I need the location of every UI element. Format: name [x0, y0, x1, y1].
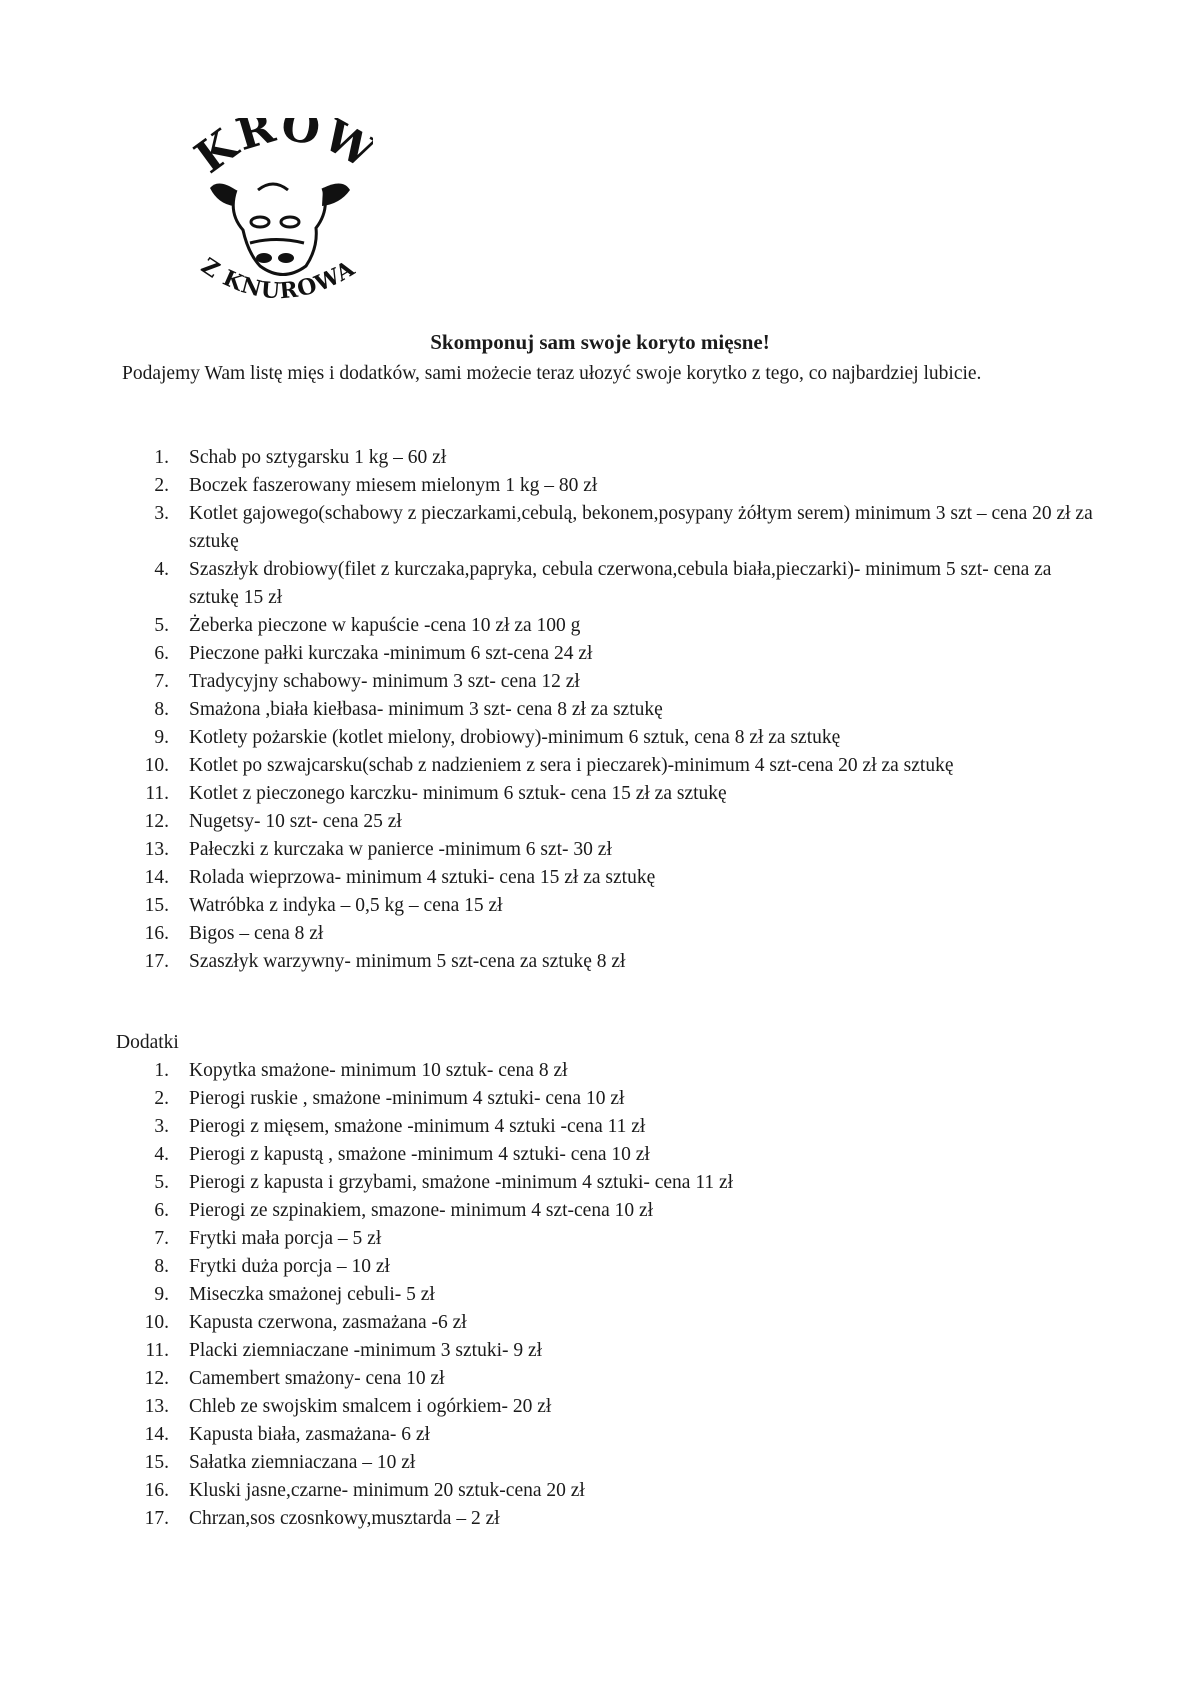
list-item-number: 6. [154, 643, 169, 664]
meat-list-item [116, 920, 1096, 948]
list-item-text: Pierogi ruskie , smażone -minimum 4 sztuki- cena 10 zł [189, 1088, 625, 1109]
list-item-number: 14. [144, 867, 169, 888]
intro-text: Podajemy Wam listę mięs i dodatków, sami możecie teraz ułozyć swoje korytko z tego, co najbardziej lubicie. [122, 363, 982, 384]
meat-list-item [116, 444, 1096, 472]
side-list-item [116, 1197, 1096, 1225]
list-item-text: Kapusta biała, zasmażana- 6 zł [189, 1424, 430, 1445]
list-item-number: 15. [144, 895, 169, 916]
list-item-number: 13. [144, 1396, 169, 1417]
side-list-item [116, 1085, 1096, 1113]
list-item-number: 6. [154, 1200, 169, 1221]
meat-list-item [116, 472, 1096, 500]
list-item-text: Kapusta czerwona, zasmażana -6 zł [189, 1312, 467, 1333]
list-item-text: Sałatka ziemniaczana – 10 zł [189, 1452, 416, 1473]
list-item-number: 5. [154, 615, 169, 636]
list-item-number: 4. [154, 1144, 169, 1165]
list-item-number: 1. [154, 1060, 169, 1081]
list-item-number: 16. [144, 923, 169, 944]
list-item-text: Pierogi ze szpinakiem, smazone- minimum 4 szt-cena 10 zł [189, 1200, 654, 1221]
meat-list-item [116, 892, 1096, 920]
meat-list-item [116, 864, 1096, 892]
list-item-text: Watróbka z indyka – 0,5 kg – cena 15 zł [189, 895, 503, 916]
list-item-text: Boczek faszerowany miesem mielonym 1 kg – 80 zł [189, 475, 598, 496]
meat-list-item [116, 836, 1096, 864]
sides-heading: Dodatki [116, 1032, 179, 1053]
list-item-number: 10. [144, 755, 169, 776]
list-item-text: Kotlet po szwajcarsku(schab z nadzieniem z sera i pieczarek)-minimum 4 szt-cena 20 zł za sztukę [189, 755, 954, 776]
meat-list-item [116, 640, 1096, 668]
side-list-item [116, 1477, 1096, 1505]
list-item-text: Tradycyjny schabowy- minimum 3 szt- cena 12 zł [189, 671, 580, 692]
list-item-number: 10. [144, 1312, 169, 1333]
list-item-text: Pałeczki z kurczaka w panierce -minimum 6 szt- 30 zł [189, 839, 612, 860]
svg-text:KROWA [188, 118, 373, 184]
svg-text:Z KNUROWA [196, 253, 360, 305]
list-item-text: Camembert smażony- cena 10 zł [189, 1368, 445, 1389]
list-item-number: 4. [154, 559, 169, 580]
list-item-number: 2. [154, 475, 169, 496]
meat-list-item [116, 724, 1096, 752]
list-item-text: Kotlet gajowego(schabowy z pieczarkami,cebulą, bekonem,posypany żółtym serem) minimum 3 szt – cena 20 zł za sztukę [189, 503, 1093, 552]
list-item-text: Chrzan,sos czosnkowy,musztarda – 2 zł [189, 1508, 500, 1529]
list-item-number: 3. [154, 503, 169, 524]
list-item-text: Smażona ,biała kiełbasa- minimum 3 szt- cena 8 zł za sztukę [189, 699, 663, 720]
list-item-text: Pierogi z kapusta i grzybami, smażone -minimum 4 sztuki- cena 11 zł [189, 1172, 734, 1193]
meat-list-item [116, 612, 1096, 640]
meat-list-item [116, 780, 1096, 808]
list-item-number: 1. [154, 447, 169, 468]
list-item-text: Pierogi z kapustą , smażone -minimum 4 sztuki- cena 10 zł [189, 1144, 650, 1165]
list-item-text: Frytki duża porcja – 10 zł [189, 1256, 390, 1277]
list-item-text: Kopytka smażone- minimum 10 sztuk- cena 8 zł [189, 1060, 568, 1081]
list-item-number: 2. [154, 1088, 169, 1109]
list-item-text: Pieczone pałki kurczaka -minimum 6 szt-cena 24 zł [189, 643, 593, 664]
list-item-text: Miseczka smażonej cebuli- 5 zł [189, 1284, 435, 1305]
list-item-number: 9. [154, 727, 169, 748]
side-list-item [116, 1113, 1096, 1141]
list-item-number: 16. [144, 1480, 169, 1501]
side-list-item [116, 1253, 1096, 1281]
list-item-number: 7. [154, 671, 169, 692]
side-list-item [116, 1281, 1096, 1309]
side-list-item [116, 1421, 1096, 1449]
meat-list-item [116, 668, 1096, 696]
list-item-text: Schab po sztygarsku 1 kg – 60 zł [189, 447, 447, 468]
side-list-item [116, 1309, 1096, 1337]
list-item-text: Kotlet z pieczonego karczku- minimum 6 sztuk- cena 15 zł za sztukę [189, 783, 727, 804]
side-list-item [116, 1505, 1096, 1533]
list-item-text: Pierogi z mięsem, smażone -minimum 4 sztuki -cena 11 zł [189, 1116, 646, 1137]
side-list-item [116, 1393, 1096, 1421]
list-item-text: Szaszłyk drobiowy(filet z kurczaka,papryka, cebula czerwona,cebula biała,pieczarki)- minimum 5 szt- cena za sztukę 15 zł [189, 559, 1052, 608]
meat-list-item [116, 500, 1096, 556]
meat-list-item [116, 808, 1096, 836]
meat-list-item [116, 948, 1096, 976]
meat-list-item [116, 752, 1096, 780]
list-item-number: 8. [154, 1256, 169, 1277]
list-item-text: Frytki mała porcja – 5 zł [189, 1228, 382, 1249]
side-list-item [116, 1169, 1096, 1197]
side-list-item [116, 1449, 1096, 1477]
sides-list [116, 1057, 1096, 1533]
list-item-text: Żeberka pieczone w kapuście -cena 10 zł za 100 g [189, 615, 581, 636]
list-item-number: 11. [145, 783, 169, 804]
list-item-text: Bigos – cena 8 zł [189, 923, 324, 944]
list-item-number: 14. [144, 1424, 169, 1445]
logo-bottom-text: Z KNUROWA [196, 252, 360, 305]
list-item-text: Chleb ze swojskim smalcem i ogórkiem- 20 zł [189, 1396, 552, 1417]
side-list-item [116, 1057, 1096, 1085]
logo-top-text: KRO [188, 118, 326, 184]
list-item-number: 11. [145, 1340, 169, 1361]
list-item-number: 12. [144, 1368, 169, 1389]
side-list-item [116, 1365, 1096, 1393]
list-item-number: 15. [144, 1452, 169, 1473]
list-item-number: 8. [154, 699, 169, 720]
meat-list-item [116, 696, 1096, 724]
cow-logo-icon [188, 118, 373, 318]
meat-list [116, 444, 1096, 976]
list-item-number: 17. [144, 1508, 169, 1529]
list-item-text: Kluski jasne,czarne- minimum 20 sztuk-cena 20 zł [189, 1480, 585, 1501]
side-list-item [116, 1337, 1096, 1365]
list-item-text: Nugetsy- 10 szt- cena 25 zł [189, 811, 402, 832]
side-list-item [116, 1141, 1096, 1169]
side-list-item [116, 1225, 1096, 1253]
list-item-text: Kotlety pożarskie (kotlet mielony, drobiowy)-minimum 6 sztuk, cena 8 zł za sztukę [189, 727, 841, 748]
list-item-number: 5. [154, 1172, 169, 1193]
page-title: Skomponuj sam swoje koryto mięsne! [430, 330, 770, 354]
list-item-number: 12. [144, 811, 169, 832]
list-item-number: 17. [144, 951, 169, 972]
list-item-text: Placki ziemniaczane -minimum 3 sztuki- 9 zł [189, 1340, 543, 1361]
list-item-number: 3. [154, 1116, 169, 1137]
list-item-number: 13. [144, 839, 169, 860]
list-item-text: Szaszłyk warzywny- minimum 5 szt-cena za sztukę 8 zł [189, 951, 626, 972]
list-item-number: 7. [154, 1228, 169, 1249]
meat-list-item [116, 556, 1096, 612]
list-item-number: 9. [154, 1284, 169, 1305]
krowa-logo [188, 118, 373, 318]
list-item-text: Rolada wieprzowa- minimum 4 sztuki- cena 15 zł za sztukę [189, 867, 656, 888]
